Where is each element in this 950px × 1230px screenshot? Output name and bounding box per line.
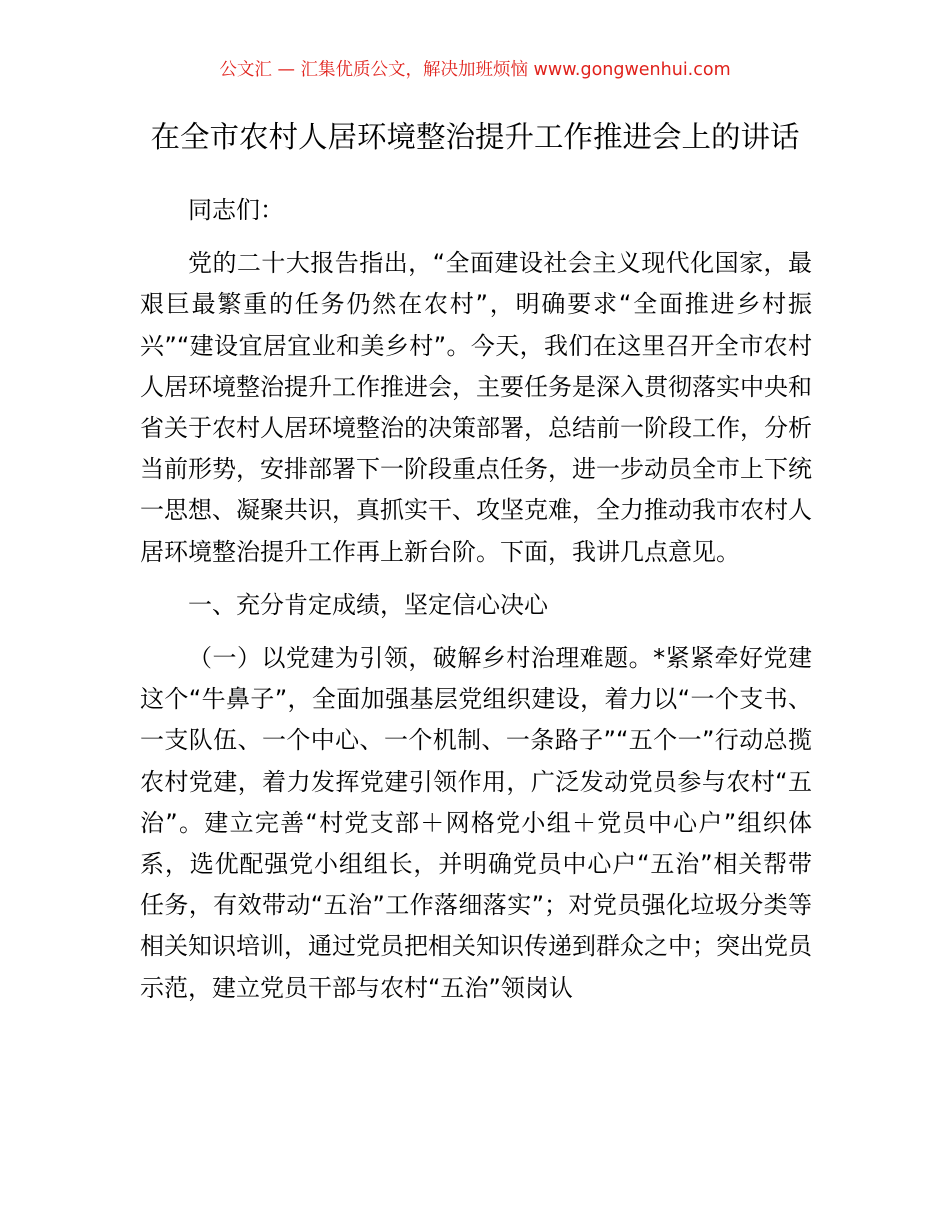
- section-heading: 一、充分肯定成绩，坚定信心决心: [188, 590, 548, 619]
- document-title: 在全市农村人居环境整治提升工作推进会上的讲话: [150, 120, 800, 154]
- subsection-paragraph: （一）以党建为引领，破解乡村治理难题。*紧紧牵好党建这个“牛鼻子”，全面加强基层党组织建设，着力以“一个支书、一支队伍、一个中心、一个机制、一条路子”“五个一”行动总揽农村党建，着力发挥党建引领作用，广泛发动党员参与农村“五治”。建立完善“村党支部＋网格党小组＋党员中心户”组织体系，选优配强党小组组长，并明确党员中心户“五治”相关帮带任务，有效带动“五治”工作落细落实”；对党员强化垃圾分类等相关知识培训，通过党员把相关知识传递到群众之中；突出党员示范，建立党员干部与农村“五治”领岗认: [140, 644, 812, 1002]
- document-body: [140, 190, 812, 1009]
- salutation: 同志们：: [188, 196, 284, 224]
- watermark-header: 公文汇 — 汇集优质公文，解决加班烦恼 www.gongwenhui.com: [219, 60, 731, 80]
- intro-paragraph: 党的二十大报告指出，“全面建设社会主义现代化国家，最艰巨最繁重的任务仍然在农村”，明确要求“全面推进乡村振兴”“建设宜居宜业和美乡村”。今天，我们在这里召开全市农村人居环境整治提升工作推进会，主要任务是深入贯彻落实中央和省关于农村人居环境整治的决策部署，总结前一阶段工作，分析当前形势，安排部署下一阶段重点任务，进一步动员全市上下统一思想、凝聚共识，真抓实干、攻坚克难，全力推动我市农村人居环境整治提升工作再上新台阶。下面，我讲几点意见。: [140, 249, 812, 566]
